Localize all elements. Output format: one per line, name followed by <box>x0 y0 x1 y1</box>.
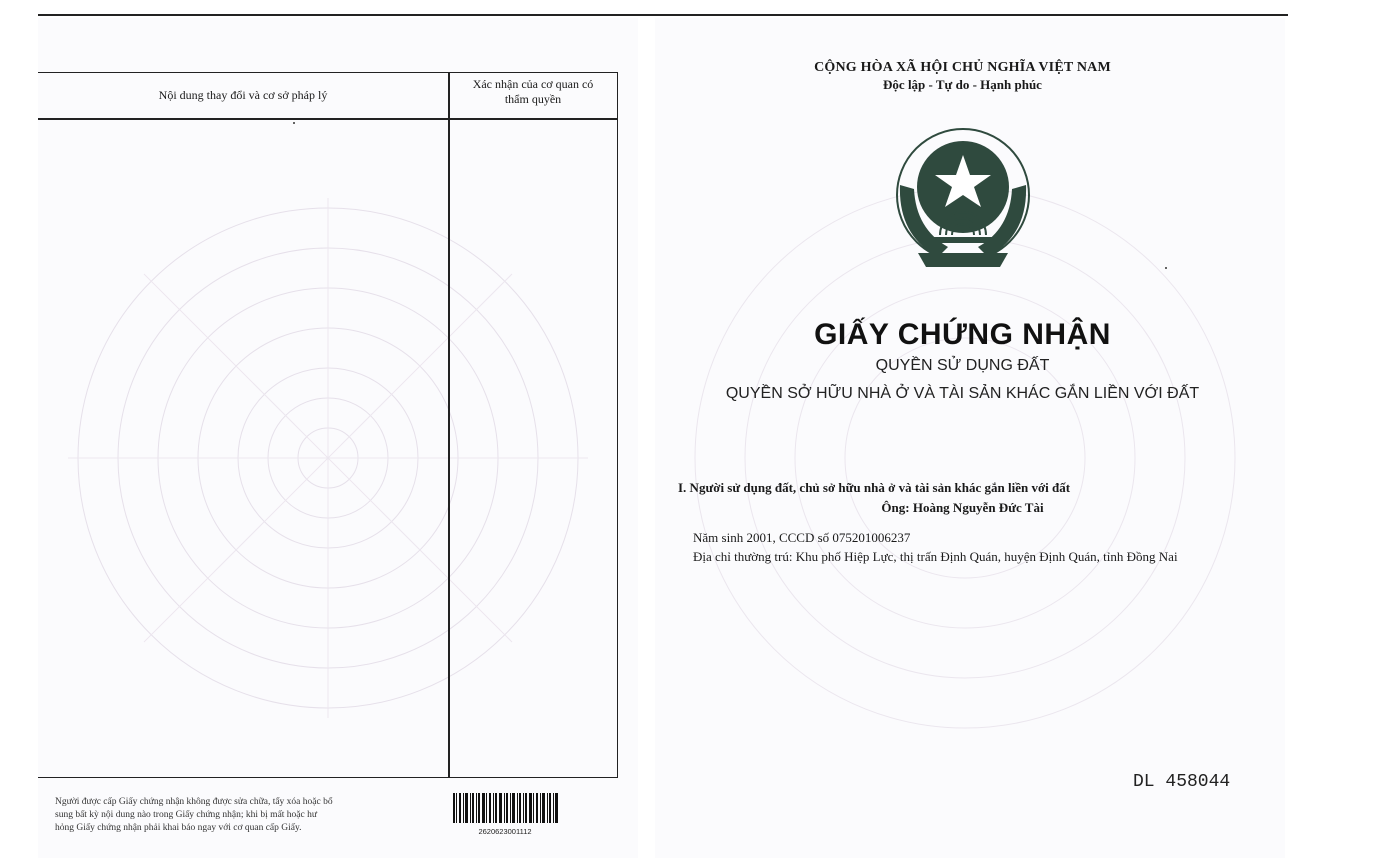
certificate-subtitle-ownership: QUYỀN SỞ HỮU NHÀ Ở VÀ TÀI SẢN KHÁC GẮN LIỀN VỚI ĐẤT <box>725 385 1200 402</box>
birth-id-info: Năm sinh 2001, CCCD số 075201006237 <box>693 530 911 545</box>
barcode-icon <box>453 793 558 823</box>
column-header-confirmation-line1: Xác nhận của cơ quan có <box>472 77 594 91</box>
address-info: Địa chỉ thường trú: Khu phố Hiệp Lực, thị trấn Định Quán, huyện Định Quán, tỉnh Đồng Nai <box>693 549 1178 564</box>
column-header-confirmation-line2: thẩm quyền <box>504 92 562 106</box>
column-header-changes: Nội dung thay đổi và cơ sở pháp lý <box>158 88 328 102</box>
owner-name: Ông: Hoàng Nguyễn Đức Tài <box>881 500 1044 515</box>
section-heading: I. Người sử dụng đất, chủ sở hữu nhà ở và tài sản khác gắn liền với đất <box>678 480 1071 495</box>
footer-note-line1: Người được cấp Giấy chứng nhận không được sửa chữa, tẩy xóa hoặc bổ <box>55 797 333 807</box>
speck-right <box>1165 267 1167 269</box>
footer-note-line3: hỏng Giấy chứng nhận phải khai báo ngay với cơ quan cấp Giấy. <box>55 823 302 833</box>
speck <box>293 122 295 124</box>
barcode-number: 2620623001112 <box>478 827 532 836</box>
certificate-title: GIẤY CHỨNG NHẬN <box>814 318 1111 351</box>
header-divider <box>38 118 617 120</box>
top-edge-line <box>38 14 1288 16</box>
column-header-confirmation <box>450 77 616 107</box>
nation-heading: CỘNG HÒA XÃ HỘI CHỦ NGHĨA VIỆT NAM <box>814 60 1111 75</box>
motto: Độc lập - Tự do - Hạnh phúc <box>883 77 1042 92</box>
column-divider <box>448 73 450 777</box>
amendment-table <box>38 72 618 778</box>
footer-note-line2: sung bất kỳ nội dung nào trong Giấy chứng nhận; khi bị mất hoặc hư <box>55 810 318 820</box>
national-emblem-icon <box>878 125 1048 275</box>
certificate-subtitle-land-use: QUYỀN SỬ DỤNG ĐẤT <box>875 357 1050 374</box>
footer-note <box>55 796 400 835</box>
serial-number: DL 458044 <box>1133 772 1231 792</box>
